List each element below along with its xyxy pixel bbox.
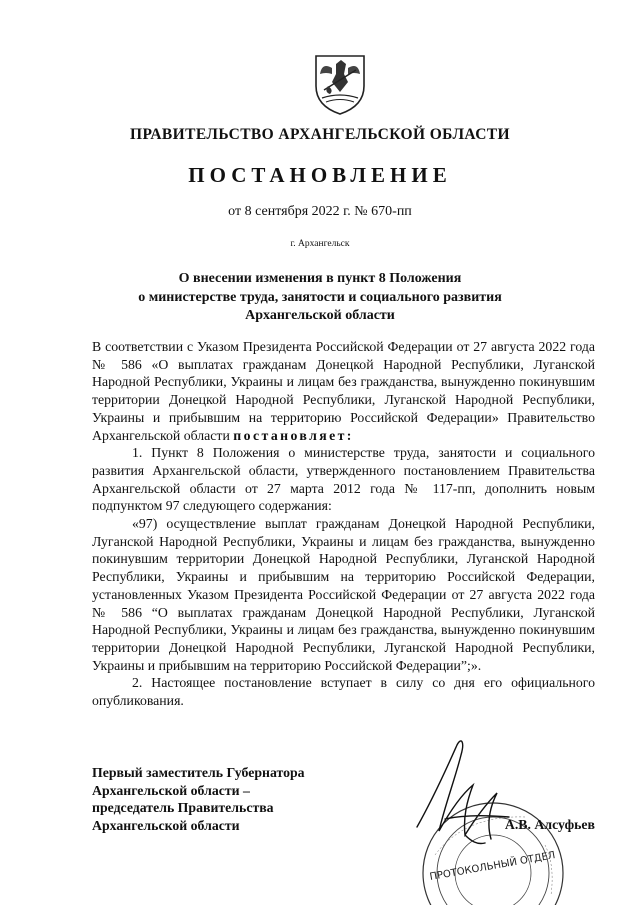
stamp-text: ПРОТОКОЛЬНЫЙ ОТДЕЛ xyxy=(428,850,557,884)
government-title: ПРАВИТЕЛЬСТВО АРХАНГЕЛЬСКОЙ ОБЛАСТИ xyxy=(129,126,510,143)
item-2-paragraph: 2. Настоящее постановление вступает в силу со дня его официального опубликования. xyxy=(92,675,595,709)
document-type: ПОСТАНОВЛЕНИЕ xyxy=(188,163,452,187)
preamble-text: В соответствии с Указом Президента Российской Федерации от 27 августа 2022 года № 586 «О выплатах гражданам Донецкой Народной Республики, Луганской Народной Республики, Украины и лицам без гражданства, вынужденно покинувшим территории Донецкой Народной Республики, Луганской Народной Республики, Украины и прибывшим на территорию Российской Федерации» Правительство Архангельской области xyxy=(92,339,595,443)
signatory-position xyxy=(92,764,305,834)
decree-word: постановляет xyxy=(233,427,347,443)
subject-line: О внесении изменения в пункт 8 Положения xyxy=(178,271,462,286)
position-line: Архангельской области – xyxy=(92,782,250,798)
city-name: г. Архангельск xyxy=(290,239,350,249)
handwritten-signature xyxy=(417,741,509,844)
document-body xyxy=(92,338,595,710)
date-and-number: от 8 сентября 2022 г. № 670-пп xyxy=(228,204,412,219)
decree-colon: : xyxy=(346,427,354,443)
position-line: Первый заместитель Губернатора xyxy=(92,765,305,780)
preamble-paragraph xyxy=(92,338,595,444)
coat-of-arms-emblem xyxy=(310,52,370,116)
item-1-quote-paragraph: «97) осуществление выплат гражданам Донецкой Народной Республики, Луганской Народной Республики, Украины и лицам без гражданства, вынужденно покинувшим территории Донецкой Народной Республики, Луганской Народной Республики, Украины и прибывшим на территорию Российской Федерации, установленных Указом Президента Российской Федерации от 27 августа 2022 года № 586 “О выплатах гражданам Донецкой Народной Республики, Луганской Народной Республики, Украины и лицам без гражданства, вынужденно покинувшим территории Донецкой Народной Республики, Луганской Народной Республики, Украины и прибывшим на территорию Российской Федерации”;». xyxy=(92,516,595,673)
subject-line: о министерстве труда, занятости и социального развития xyxy=(138,289,502,305)
item-1-paragraph: 1. Пункт 8 Положения о министерстве труда, занятости и социального развития Архангельской области, утвержденного постановлением Правительства Архангельской области от 27 марта 2012 года № 117-пп, дополнить новым подпунктом 97 следующего содержания: xyxy=(92,445,595,514)
position-line: председатель Правительства xyxy=(92,800,274,815)
signatory-name: А.В. Алсуфьев xyxy=(504,817,595,832)
document-subject xyxy=(0,270,640,326)
position-line: Архангельской области xyxy=(92,817,240,833)
subject-line: Архангельской области xyxy=(245,308,395,323)
